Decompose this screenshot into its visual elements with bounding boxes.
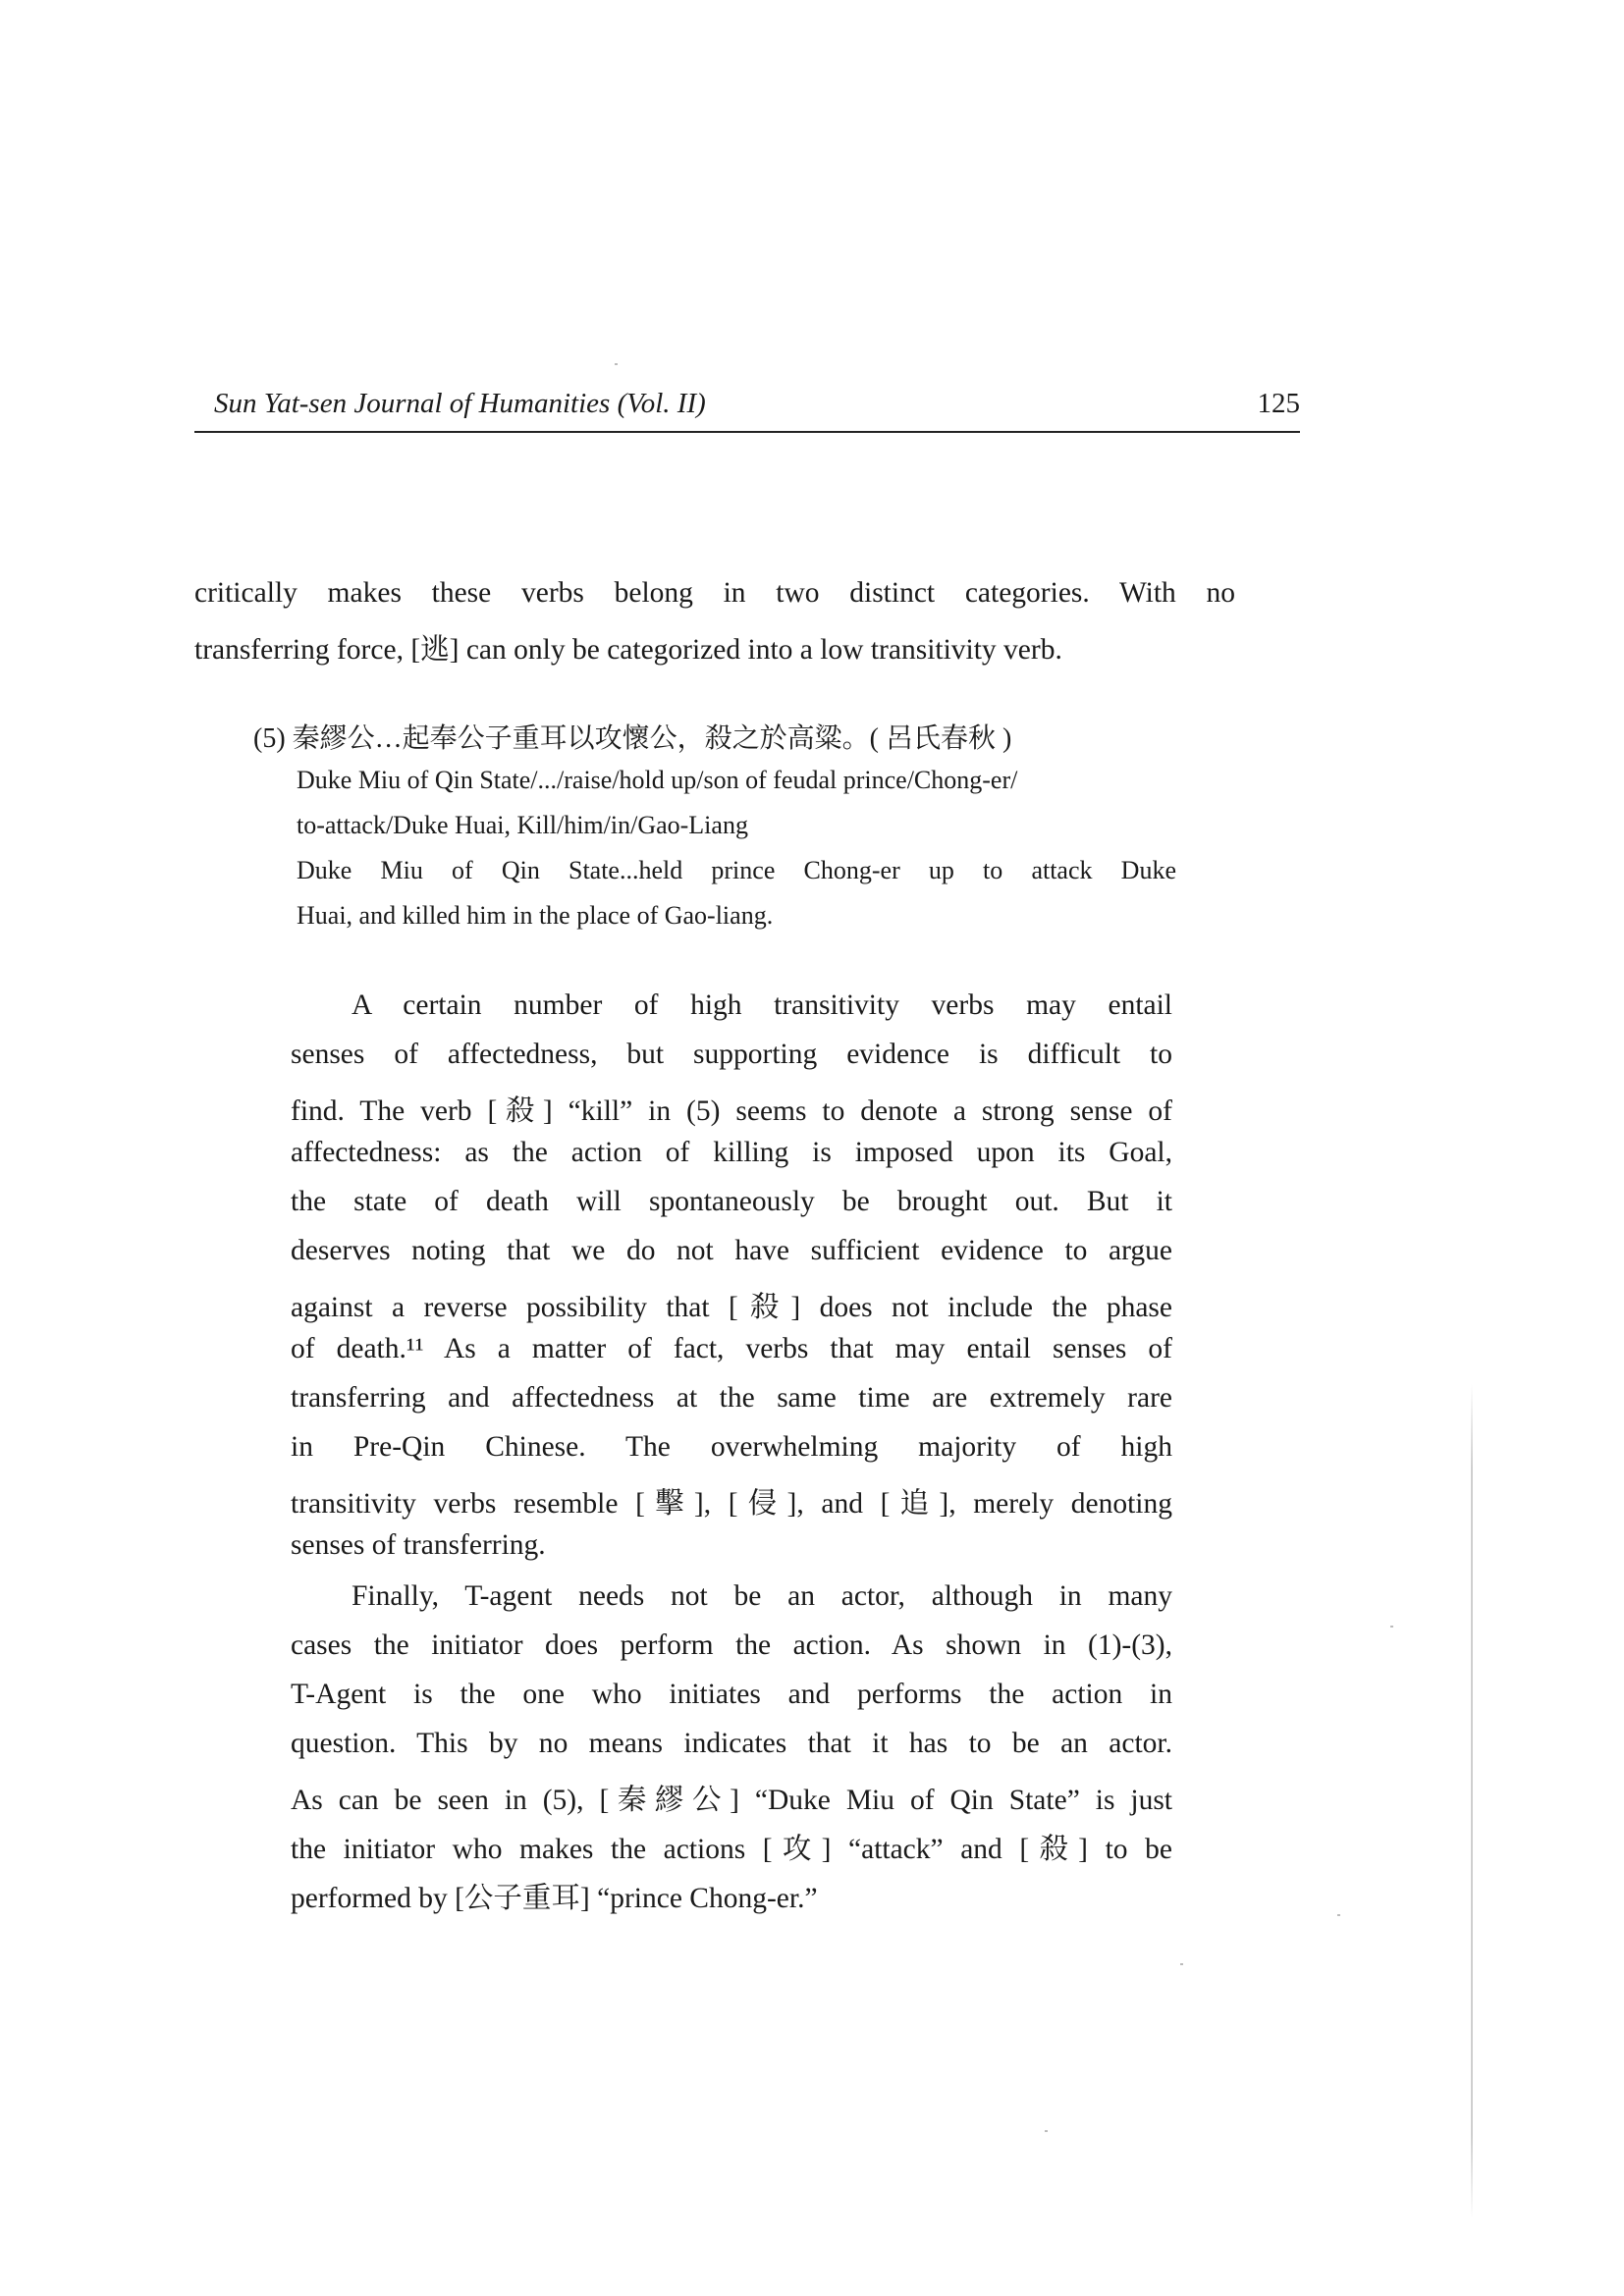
scan-speck [1390, 1626, 1393, 1628]
example-gloss-line: to-attack/Duke Huai, Kill/him/in/Gao-Liang [297, 811, 748, 839]
scan-speck [615, 363, 618, 365]
lead-line: transferring force, [逃] can only be categorized into a low transitivity verb. [194, 634, 1062, 666]
scan-speck [1045, 2130, 1048, 2132]
paragraph-line: question. This by no means indicates that it has to be an actor. [291, 1728, 1172, 1759]
paragraph-line: the initiator who makes the actions [攻] “attack” and [殺] to be [291, 1834, 1172, 1865]
example-source-line: (5) 秦繆公…起奉公子重耳以攻懷公，殺之於高粱。( 呂氏春秋 ) [253, 723, 1012, 754]
paragraph-line: senses of affectedness, but supporting evidence is difficult to [291, 1039, 1172, 1070]
scan-speck [1337, 1914, 1340, 1916]
scan-speck [1180, 1963, 1183, 1965]
paragraph-line: of death.¹¹ As a matter of fact, verbs that may entail senses of [291, 1333, 1172, 1364]
paragraph-line: transitivity verbs resemble [擊], [侵], and [追], merely denoting [291, 1488, 1172, 1520]
paragraph-line: As can be seen in (5), [秦繆公] “Duke Miu of Qin State” is just [291, 1785, 1172, 1816]
paragraph-line: find. The verb [殺] “kill” in (5) seems to denote a strong sense of [291, 1095, 1172, 1127]
paragraph-line: transferring and affectedness at the same time are extremely rare [291, 1382, 1172, 1414]
lead-line: critically makes these verbs belong in two distinct categories. With no [194, 577, 1235, 609]
paragraph-line: the state of death will spontaneously be brought out. But it [291, 1186, 1172, 1217]
paragraph-line: deserves noting that we do not have sufficient evidence to argue [291, 1235, 1172, 1266]
paragraph-line: cases the initiator does perform the action. As shown in (1)-(3), [291, 1629, 1172, 1661]
paragraph-line: performed by [公子重耳] “prince Chong-er.” [291, 1883, 818, 1914]
paragraph-line: against a reverse possibility that [殺] does not include the phase [291, 1292, 1172, 1323]
paragraph-line: in Pre-Qin Chinese. The overwhelming majority of high [291, 1431, 1172, 1463]
journal-title: Sun Yat-sen Journal of Humanities (Vol. II) [214, 388, 706, 419]
page-number: 125 [1257, 388, 1300, 419]
scan-edge-shadow [1471, 1384, 1473, 2218]
running-header [194, 386, 1300, 433]
paragraph-line: Finally, T-agent needs not be an actor, although in many [352, 1580, 1172, 1612]
paragraph-line: senses of transferring. [291, 1529, 546, 1561]
example-translation-line: Duke Miu of Qin State...held prince Chong-er up to attack Duke [297, 856, 1176, 884]
paragraph-line: A certain number of high transitivity verbs may entail [352, 989, 1172, 1021]
example-gloss-line: Duke Miu of Qin State/.../raise/hold up/son of feudal prince/Chong-er/ [297, 766, 1018, 794]
paragraph-line: T-Agent is the one who initiates and performs the action in [291, 1679, 1172, 1710]
example-translation-line: Huai, and killed him in the place of Gao-liang. [297, 901, 774, 930]
paragraph-line: affectedness: as the action of killing is imposed upon its Goal, [291, 1137, 1172, 1168]
